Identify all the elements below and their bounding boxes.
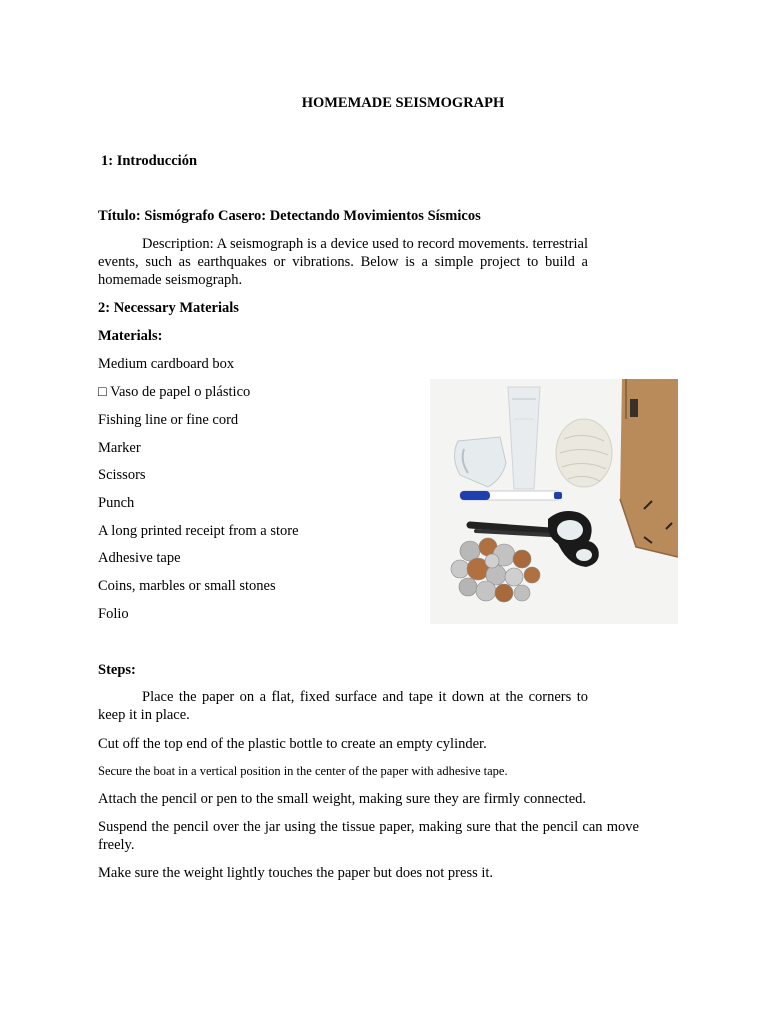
- material-item: Fishing line or fine cord: [98, 412, 239, 428]
- steps-heading: Steps:: [98, 662, 136, 678]
- material-item: Marker: [98, 440, 141, 456]
- section-1-heading: 1: Introducción: [101, 153, 198, 169]
- step-item: Place the paper on a flat, fixed surface and tape it down at the corners to keep it in place.: [98, 689, 588, 723]
- material-item: Adhesive tape: [98, 550, 181, 566]
- material-item: Medium cardboard box: [98, 356, 235, 372]
- step-item: Suspend the pencil over the jar using the tissue paper, making sure that the pencil can move freely.: [98, 819, 639, 853]
- document-title: HOMEMADE SEISMOGRAPH: [301, 95, 505, 111]
- materials-heading: Materials:: [98, 328, 163, 344]
- material-item: Scissors: [98, 467, 146, 483]
- step-item: Make sure the weight lightly touches the paper but does not press it.: [98, 865, 494, 881]
- description-paragraph: Description: A seismograph is a device used to record movements. terrestrial events, such as earthquakes or vibrations. Below is a simple project to build a homemade seismograph.: [98, 236, 588, 288]
- step-item: Secure the boat in a vertical position in the center of the paper with adhesive tape.: [98, 764, 508, 778]
- material-item: A long printed receipt from a store: [98, 523, 299, 539]
- materials-photo: [430, 379, 678, 624]
- section-2-heading: 2: Necessary Materials: [98, 300, 239, 316]
- step-item: Cut off the top end of the plastic bottle to create an empty cylinder.: [98, 736, 487, 752]
- material-item: Folio: [98, 606, 129, 622]
- document-subtitle: Título: Sismógrafo Casero: Detectando Movimientos Sísmicos: [98, 208, 481, 224]
- material-item: □ Vaso de papel o plástico: [98, 384, 251, 400]
- material-item: Punch: [98, 495, 135, 511]
- step-item: Attach the pencil or pen to the small weight, making sure they are firmly connected.: [98, 791, 587, 807]
- material-item: Coins, marbles or small stones: [98, 578, 276, 594]
